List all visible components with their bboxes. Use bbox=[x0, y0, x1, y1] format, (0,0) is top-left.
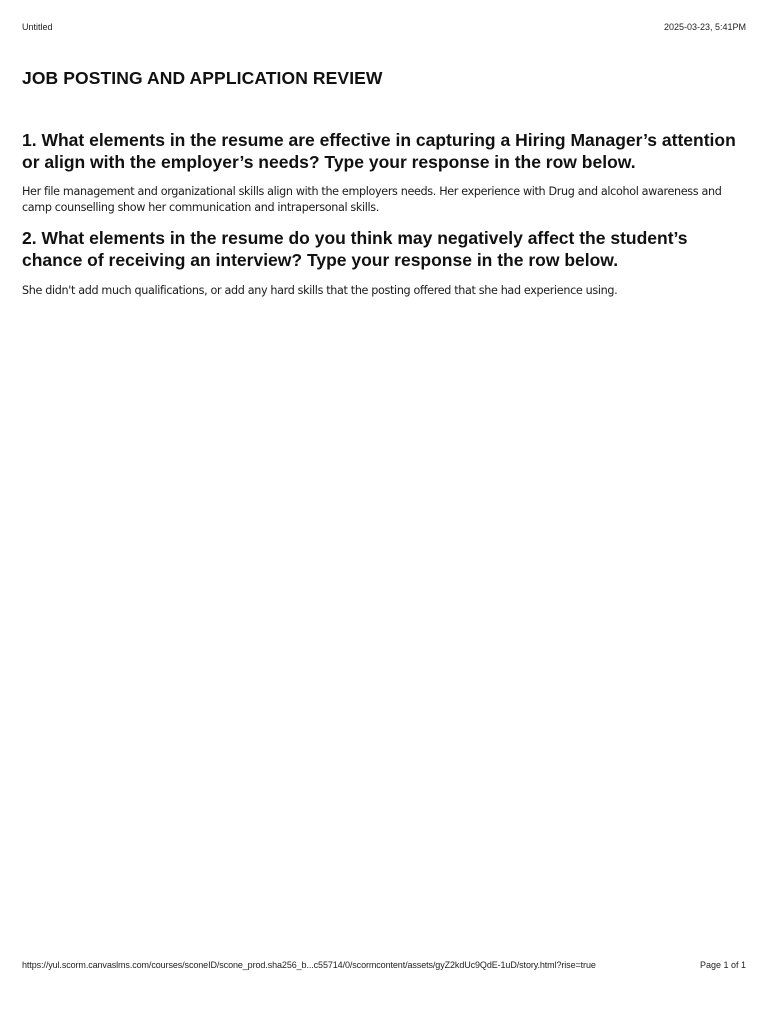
question-1-response: Her file management and organizational skills align with the employers needs. Her experience with Drug and alcohol awareness and camp counselling show her communication and intrapersonal skills. bbox=[22, 185, 722, 214]
page-url: https://yul.scorm.canvaslms.com/courses/sconeID/scone_prod.sha256_b...c55714/0/scormcontent/assets/gyZ2kdUc9QdE-1uD/story.html?rise=true bbox=[22, 960, 596, 970]
print-timestamp: 2025-03-23, 5:41PM bbox=[663, 22, 746, 32]
print-footer bbox=[22, 960, 746, 974]
page-number: Page 1 of 1 bbox=[699, 960, 746, 970]
page-title: JOB POSTING AND APPLICATION REVIEW bbox=[22, 68, 383, 88]
document-title: Untitled bbox=[22, 22, 53, 32]
question-1-prompt: 1. What elements in the resume are effective in capturing a Hiring Manager’s attention or align with the employer’s needs? Type your response in the row below. bbox=[22, 130, 736, 172]
main-content bbox=[22, 66, 746, 299]
print-header bbox=[22, 22, 746, 36]
question-2-prompt: 2. What elements in the resume do you think may negatively affect the student’s chance of receiving an interview? Type your response in the row below. bbox=[22, 228, 688, 270]
question-2-response: She didn't add much qualifications, or add any hard skills that the posting offered that she had experience using. bbox=[22, 284, 618, 297]
